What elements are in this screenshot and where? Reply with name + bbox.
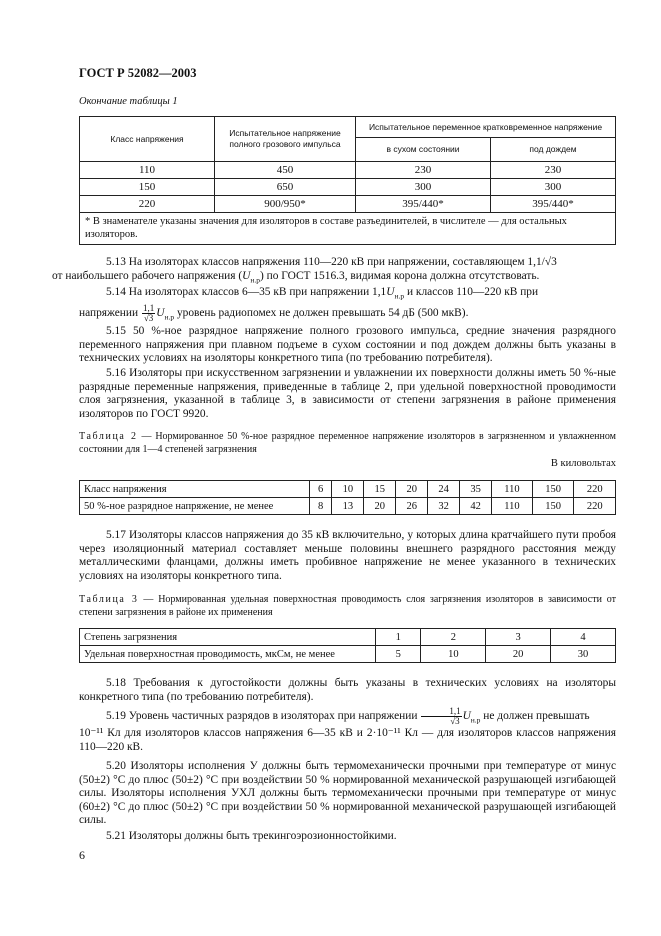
table1-cell: 395/440* <box>491 196 616 213</box>
table1-col-impulse: Испытательное напряжение полного грозового импульса <box>215 117 356 162</box>
table3-cell: 2 <box>421 629 486 646</box>
p514-subscript: н.р <box>394 291 405 301</box>
p513-subscript: н.р <box>250 274 261 284</box>
table3-row2-label: Удельная поверхностная проводимость, мкСм, не менее <box>80 646 376 663</box>
table1-col-ac: Испытательное переменное кратковременное напряжение <box>356 117 616 138</box>
p513-text-c: ) по ГОСТ 1516.3, видимая корона должна отсутствовать. <box>260 269 540 282</box>
p514-text-b: и классов 110—220 кВ при <box>404 286 539 298</box>
paragraph-5-21: 5.21 Изоляторы должны быть трекингоэрозионностойкими. <box>106 830 397 842</box>
p519-text-b: не должен превышать <box>483 710 590 723</box>
table2-cell: 35 <box>460 481 492 498</box>
table2-cell: 110 <box>492 481 533 498</box>
table2-cell: 150 <box>532 498 574 515</box>
table3-caption: Таблица 3 — Нормированная удельная поверхностная проводимость слоя загрязнения изоляторов в зависимости от степени загрязнения в районе их применения <box>79 594 617 618</box>
table-row <box>80 196 616 213</box>
table3-cell: 30 <box>551 646 616 663</box>
table-row <box>80 629 616 646</box>
p514-symbol-u2: U <box>156 306 165 319</box>
p519-symbol-u: U <box>462 710 471 723</box>
paragraph-5-16: 5.16 Изоляторы при искусственном загрязнении и увлажнении их поверхности должны иметь 50 %-ные разрядные переменные напряжения, приведенные в таблице 2, при удельной поверхностной проводимости слоя загрязнения, указанной в таблице 3, в зависимости от степени загрязнения в районе применения изоляторов по ГОСТ 9920. <box>79 367 616 420</box>
table2-row2-label: 50 %-ное разрядное напряжение, не менее <box>80 498 310 515</box>
table3-cell: 20 <box>486 646 551 663</box>
table2 <box>79 480 616 515</box>
table1-cell: 150 <box>80 179 215 196</box>
table2-cell: 20 <box>364 498 396 515</box>
p513-symbol-u: U <box>242 269 251 282</box>
table1-cell: 300 <box>356 179 491 196</box>
table2-cell: 110 <box>492 498 533 515</box>
p514-symbol-u: U <box>386 286 395 298</box>
table2-cell: 220 <box>574 481 616 498</box>
table1-col-dry: в сухом состоянии <box>356 138 491 162</box>
p519-text-a: 5.19 Уровень частичных разрядов в изоляторах при напряжении <box>106 710 418 723</box>
table3-row1-label: Степень загрязнения <box>80 629 376 646</box>
table1-cell: 300 <box>491 179 616 196</box>
table1-col-class: Класс напряжения <box>80 117 215 162</box>
p513-line1: 5.13 На изоляторах классов напряжения 110—220 кВ при напряжении, составляющем 1,1/√3 <box>106 256 557 268</box>
table-row <box>80 179 616 196</box>
paragraph-5-13 <box>52 256 616 286</box>
table3-cell: 10 <box>421 646 486 663</box>
p519-fraction: $\frac{1,1}{√3}$ <box>421 707 461 726</box>
table3-cell: 5 <box>376 646 421 663</box>
table3-cell: 3 <box>486 629 551 646</box>
table2-cell: 150 <box>532 481 574 498</box>
table1-cell: 450 <box>215 162 356 179</box>
table2-cell: 220 <box>574 498 616 515</box>
table2-cell: 15 <box>364 481 396 498</box>
table2-units: В киловольтах <box>550 458 616 469</box>
paragraph-5-17: 5.17 Изоляторы классов напряжения до 35 кВ включительно, у которых длина кратчайшего пути пробоя через изоляционный материал составляет меньше половины внешнего разрядного расстояния между металлическими фланцами, должны иметь пробивное напряжение не менее указанного в технических условиях на изоляторы конкретного типа. <box>79 529 616 582</box>
table2-cell: 13 <box>332 498 364 515</box>
table2-cell: 26 <box>396 498 428 515</box>
paragraph-5-14 <box>79 286 616 324</box>
table1-caption: Окончание таблицы 1 <box>79 96 178 107</box>
table1 <box>79 116 616 245</box>
paragraph-5-18: 5.18 Требования к дугостойкости должны быть указаны в технических условиях на изоляторы конкретного типа (по требованию потребителя). <box>79 677 616 703</box>
table3 <box>79 628 616 663</box>
p514-fraction: $\frac{1,1}{√3}$ <box>142 302 155 323</box>
table2-cell: 24 <box>428 481 460 498</box>
table1-cell: 395/440* <box>356 196 491 213</box>
p513-text-b: от наибольшего рабочего напряжения ( <box>52 269 243 282</box>
table1-cell: 900/950* <box>215 196 356 213</box>
p514-text-d: уровень радиопомех не должен превышать 54 дБ (500 мкВ). <box>176 306 469 319</box>
table2-cell: 42 <box>460 498 492 515</box>
table2-cell: 8 <box>310 498 332 515</box>
table-row <box>80 498 616 515</box>
document-header: ГОСТ Р 52082—2003 <box>79 66 197 80</box>
paragraph-5-15: 5.15 50 %-ное разрядное напряжение полного грозового импульса, средние значения разрядного переменного напряжения при плавном подъеме в сухом состоянии и под дождем должны быть указаны в технических условиях на изоляторы конкретного типа (по требованию потребителя). <box>79 325 616 365</box>
p514-text-c: напряжении <box>79 306 139 319</box>
table1-cell: 230 <box>356 162 491 179</box>
table2-cell: 32 <box>428 498 460 515</box>
table2-row1-label: Класс напряжения <box>80 481 310 498</box>
table1-cell: 230 <box>491 162 616 179</box>
table-row <box>80 481 616 498</box>
table2-cell: 20 <box>396 481 428 498</box>
p519-text-c: 10⁻¹¹ Кл для изоляторов классов напряжения 6—35 кВ и 2·10⁻¹¹ Кл — для изоляторов классов напряжения 110—220 кВ. <box>79 726 616 753</box>
table1-cell: 110 <box>80 162 215 179</box>
table3-cell: 1 <box>376 629 421 646</box>
table1-cell: 650 <box>215 179 356 196</box>
table2-caption: Таблица 2 — Нормированное 50 %-ное разрядное переменное напряжение изоляторов в загрязненном и увлажненном состоянии для 1—4 степеней загрязнения <box>79 431 616 455</box>
table3-cell: 4 <box>551 629 616 646</box>
page-number: 6 <box>79 848 85 862</box>
table1-cell: 220 <box>80 196 215 213</box>
p514-subscript2: н.р <box>164 312 175 322</box>
table-row <box>80 646 616 663</box>
paragraph-5-19 <box>79 707 616 754</box>
table2-cell: 10 <box>332 481 364 498</box>
table1-note: * В знаменателе указаны значения для изоляторов в составе разъединителей, в числителе — для остальных изоляторов. <box>80 213 616 245</box>
paragraph-5-20: 5.20 Изоляторы исполнения У должны быть термомеханически прочными при температуре от минус (50±2) °С до плюс (50±2) °С при воздействии 50 % нормированной механической разрушающей изгибающей силы. Изоляторы исполнения УХЛ должны быть термомеханически прочными при температуре от минус (60±2) °С до плюс (50±2) °С при воздействии 50 % нормированной механической разрушающей изгибающей силы. <box>79 760 616 827</box>
p519-subscript: н.р <box>470 715 481 725</box>
table-row <box>80 162 616 179</box>
p514-text-a: 5.14 На изоляторах классов 6—35 кВ при напряжении 1,1 <box>106 286 387 298</box>
table1-col-rain: под дождем <box>491 138 616 162</box>
table2-cell: 6 <box>310 481 332 498</box>
